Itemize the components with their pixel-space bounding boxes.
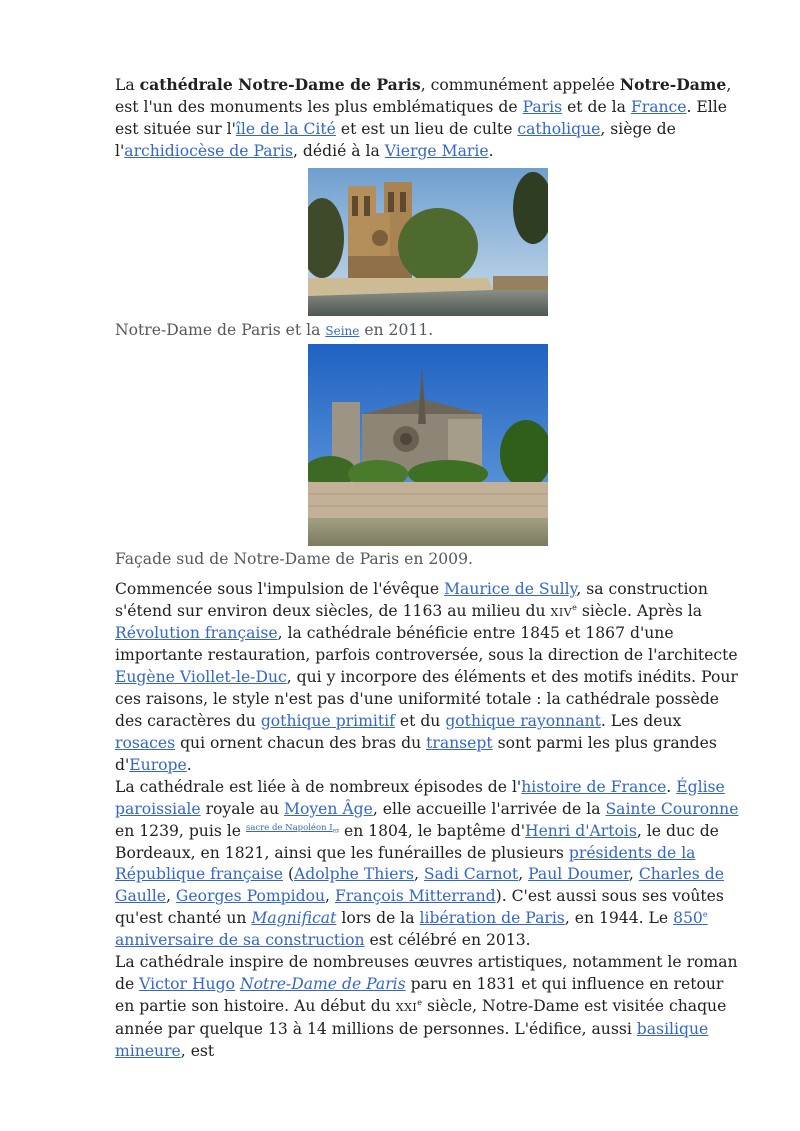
photo-notre-dame-seine[interactable]: [308, 168, 548, 316]
cathedral-photo-image: [308, 168, 548, 316]
link-notre-dame-de-paris-roman[interactable]: Notre-Dame de Paris: [239, 974, 406, 993]
link-liberation-de-paris[interactable]: libération de Paris: [419, 909, 565, 928]
link-europe[interactable]: Europe: [129, 755, 187, 774]
link-vierge-marie[interactable]: Vierge Marie: [384, 141, 489, 160]
link-adolphe-thiers[interactable]: Adolphe Thiers: [294, 865, 414, 884]
link-france[interactable]: France: [630, 97, 687, 116]
photo-south-facade[interactable]: [308, 344, 548, 546]
link-henri-d-artois[interactable]: Henri d'Artois: [524, 821, 637, 840]
link-eglise-paroissiale[interactable]: Église paroissiale: [115, 777, 725, 818]
link-paul-doumer[interactable]: Paul Doumer: [528, 865, 629, 884]
link-presidents-republique[interactable]: présidents de la République française: [115, 843, 696, 884]
figure-facade: [115, 168, 740, 342]
link-seine[interactable]: Seine: [325, 323, 360, 338]
culture-paragraph: La cathédrale inspire de nombreuses œuvres artistiques, notamment le roman de Victor Hugo Notre-Dame de Paris paru en 1831 et qui influence en retour en partie son histoire. Au début du XXIe siècle, Notre-Dame est visitée chaque année par quelque 13 à 14 millions de personnes. L'édifice, aussi basilique mineure, est: [115, 953, 738, 1060]
short-name: Notre-Dame: [619, 75, 727, 94]
intro-paragraph: La cathédrale Notre-Dame de Paris, communément appelée Notre-Dame, est l'un des monuments les plus emblématiques de Paris et de la France. Elle est située sur l'île de la Cité et est un lieu de culte catholique, siège de l'archidiocèse de Paris, dédié à la Vierge Marie.: [115, 75, 732, 160]
article-body: [115, 74, 740, 1063]
link-gothique-primitif[interactable]: gothique primitif: [260, 712, 395, 731]
link-paris[interactable]: Paris: [522, 97, 563, 116]
link-magnificat[interactable]: Magnificat: [251, 909, 337, 928]
link-gothique-rayonnant[interactable]: gothique rayonnant: [445, 712, 601, 731]
link-charles-de-gaulle[interactable]: Charles de Gaulle: [115, 865, 724, 906]
century-numeral: XXI: [395, 1000, 418, 1014]
caption-figure-1: Notre-Dame de Paris et la Seine en 2011.: [115, 320, 434, 339]
link-victor-hugo[interactable]: Victor Hugo: [139, 974, 235, 993]
figure-south-facade: [115, 344, 740, 570]
link-catholique[interactable]: catholique: [517, 119, 601, 138]
link-georges-pompidou[interactable]: Georges Pompidou: [175, 887, 326, 906]
caption-figure-2: Façade sud de Notre-Dame de Paris en 2009.: [115, 549, 473, 568]
link-transept[interactable]: transept: [426, 733, 493, 752]
link-basilique-mineure[interactable]: basilique mineure: [115, 1019, 709, 1060]
link-viollet-le-duc[interactable]: Eugène Viollet-le-Duc: [115, 668, 287, 687]
link-maurice-de-sully[interactable]: Maurice de Sully: [444, 579, 577, 598]
link-revolution-francaise[interactable]: Révolution française: [115, 624, 278, 643]
events-paragraph: La cathédrale est liée à de nombreux épisodes de l'histoire de France. Église paroissiale royale au Moyen Âge, elle accueille l'arrivée de la Sainte Couronne en 1239, puis le $^{sacre de Napoléon I_{er}}$ en 1804, le baptême d'Henri d'Artois, le duc de Bordeaux, en 1821, ainsi que les funérailles de plusieurs présidents de la République française (Adolphe Thiers, Sadi Carnot, Paul Doumer, Charles de Gaulle, Georges Pompidou, François Mitterrand). C'est aussi sous ses voûtes qu'est chanté un Magnificat lors de la libération de Paris, en 1944. Le 850e anniversaire de sa construction est célébré en 2013.: [115, 777, 739, 950]
link-sainte-couronne[interactable]: Sainte Couronne: [605, 799, 739, 818]
link-francois-mitterrand[interactable]: François Mitterrand: [334, 887, 496, 906]
article-subject: cathédrale Notre-Dame de Paris: [139, 75, 421, 94]
link-archidiocese[interactable]: archidiocèse de Paris: [124, 141, 294, 160]
history-paragraph: Commencée sous l'impulsion de l'évêque Maurice de Sully, sa construction s'étend sur environ deux siècles, de 1163 au milieu du XIVe siècle. Après la Révolution française, la cathédrale bénéficie entre 1845 et 1867 d'une importante restauration, parfois controversée, sous la direction de l'architecte Eugène Viollet-le-Duc, qui y incorpore des éléments et des motifs inédits. Pour ces raisons, le style n'est pas d'une uniformité totale : la cathédrale possède des caractères du gothique primitif et du gothique rayonnant. Les deux rosaces qui ornent chacun des bras du transept sont parmi les plus grandes d'Europe.: [115, 579, 738, 774]
link-sadi-carnot[interactable]: Sadi Carnot: [423, 865, 519, 884]
link-histoire-de-france[interactable]: histoire de France: [521, 777, 667, 796]
century-numeral: XIV: [550, 605, 573, 619]
link-ile-de-la-cite[interactable]: île de la Cité: [235, 119, 336, 138]
south-facade-photo-image: [308, 344, 548, 546]
link-rosaces[interactable]: rosaces: [115, 733, 176, 752]
link-moyen-age[interactable]: Moyen Âge: [284, 799, 373, 818]
link-sacre-de-napoleon[interactable]: sacre de Napoléon Ier: [245, 822, 340, 835]
link-850e-anniversaire[interactable]: 850e anniversaire de sa construction: [115, 909, 708, 950]
